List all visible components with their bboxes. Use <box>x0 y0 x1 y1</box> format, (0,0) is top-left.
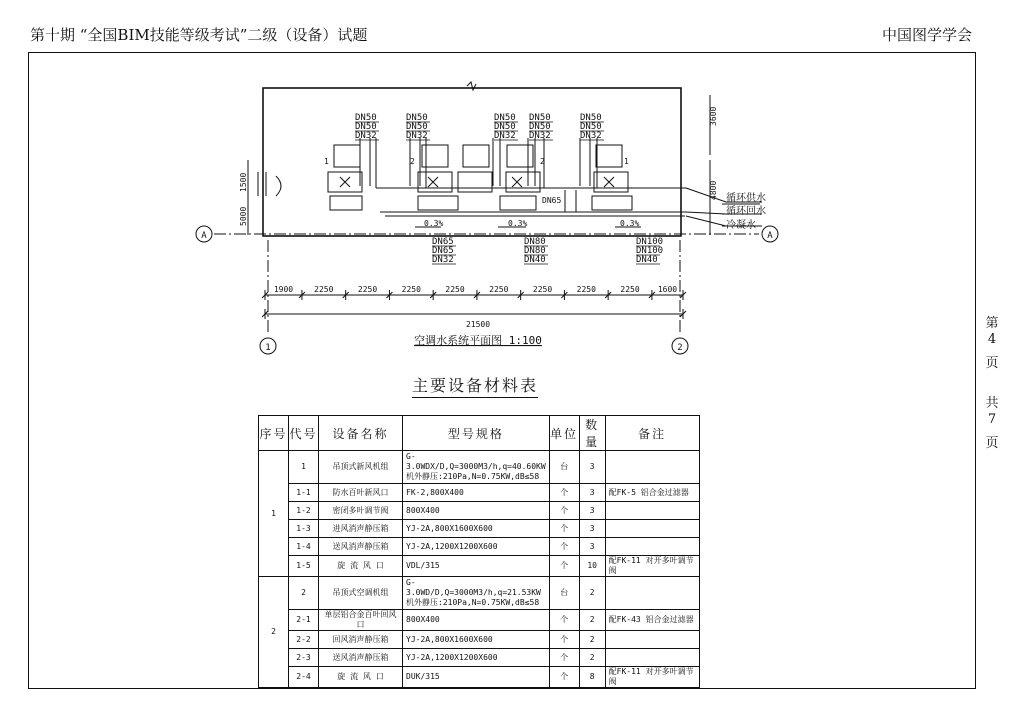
note-cell: 配FK-5 铝合金过滤器 <box>605 484 699 502</box>
dimension-text: 2250 <box>445 285 465 294</box>
spec-line: 机外静压:210Pa,N=0.75KW,dB≤58 <box>406 472 540 481</box>
unit-tag: 2 <box>410 157 415 166</box>
side-dimension-lines <box>248 95 710 235</box>
pipe-size-label: DN32 <box>406 131 428 141</box>
qty-cell: 2 <box>579 631 605 649</box>
header-seq: 序号 <box>259 416 289 451</box>
table-row <box>259 556 700 577</box>
spec-cell <box>403 484 550 502</box>
spec-line: G-3.0WDX/D,Q=3000M3/h,q=40.60KW <box>406 452 546 471</box>
pipe-size-label: DN32 <box>494 131 516 141</box>
slope-label: 0.3% <box>620 219 640 228</box>
pipe-size-label: DN50 <box>494 113 516 123</box>
dimension-text: 2250 <box>401 285 421 294</box>
door <box>258 172 266 196</box>
spec-line: 机外静压:210Pa,N=0.75KW,dB≤58 <box>406 598 540 607</box>
name-cell: 吊顶式空调机组 <box>319 577 403 610</box>
unit-cell: 个 <box>549 520 579 538</box>
header-note: 备注 <box>605 416 699 451</box>
header-qty: 数量 <box>579 416 605 451</box>
unit-cell: 个 <box>549 484 579 502</box>
spec-line: VDL/315 <box>406 561 440 570</box>
header-unit: 单位 <box>549 416 579 451</box>
name-cell: 吊顶式新风机组 <box>319 451 403 484</box>
name-cell: 防水百叶新风口 <box>319 484 403 502</box>
table-row <box>259 577 700 610</box>
header-spec: 型号规格 <box>403 416 550 451</box>
pipe-size-label: DN65 <box>432 237 454 247</box>
table-row <box>259 502 700 520</box>
code-cell: 1-5 <box>289 556 319 577</box>
qty-cell: 3 <box>579 484 605 502</box>
note-cell <box>605 631 699 649</box>
code-cell: 2-1 <box>289 610 319 631</box>
total-char: 7 <box>987 412 997 427</box>
spec-cell <box>403 556 550 577</box>
header-title: 第十期 “全国BIM技能等级考试”二级（设备）试题 <box>30 26 368 44</box>
dimension-text: 2250 <box>620 285 640 294</box>
code-cell: 2-4 <box>289 667 319 688</box>
pipe-size-label: DN32 <box>355 131 377 141</box>
code-cell: 1-3 <box>289 520 319 538</box>
spec-line: YJ-2A,800X1600X600 <box>406 634 493 644</box>
pipe-size-label: DN50 <box>580 113 602 123</box>
note-cell <box>605 538 699 556</box>
note-cell <box>605 502 699 520</box>
note-cell <box>605 577 699 610</box>
dimension-texts <box>274 285 677 294</box>
spec-cell <box>403 631 550 649</box>
qty-cell: 3 <box>579 538 605 556</box>
material-table-title: 主要设备材料表 <box>260 373 690 396</box>
spec-line: FK-2,800X400 <box>406 487 464 497</box>
qty-cell: 2 <box>579 649 605 667</box>
spec-line: YJ-2A,1200X1200X600 <box>406 541 498 551</box>
material-table <box>258 415 700 688</box>
unit-cell: 台 <box>549 451 579 484</box>
label-condensate: 冷凝水 <box>726 220 756 231</box>
name-cell: 密闭多叶调节阀 <box>319 502 403 520</box>
name-cell: 进风消声静压箱 <box>319 520 403 538</box>
table-row <box>259 451 700 484</box>
table-row <box>259 631 700 649</box>
pipe-size-label: DN100 <box>636 246 664 256</box>
dimension-text: 1900 <box>273 285 294 294</box>
qty-cell: 10 <box>579 556 605 577</box>
right-dim: 3600 <box>709 106 718 126</box>
unit-cell: 个 <box>549 667 579 688</box>
name-cell: 旋 流 风 口 <box>319 667 403 688</box>
note-cell <box>605 451 699 484</box>
pipe-size-label: DN100 <box>636 237 664 247</box>
pipe-size-labels <box>355 113 663 265</box>
pipe-size-label: DN40 <box>636 255 658 265</box>
code-cell: 1-2 <box>289 502 319 520</box>
dimension-ticks <box>262 290 686 319</box>
page-char: 第 <box>985 316 999 331</box>
spec-cell <box>403 520 550 538</box>
header-code: 代号 <box>289 416 319 451</box>
unit-tag: 2 <box>540 157 545 166</box>
spec-line: 800X400 <box>406 505 440 515</box>
name-cell: 旋 流 风 口 <box>319 556 403 577</box>
unit-tag: 1 <box>624 157 629 166</box>
axis-label-2: 2 <box>677 343 683 353</box>
qty-cell: 3 <box>579 451 605 484</box>
slope-label: 0.3% <box>508 219 528 228</box>
pipe-size-label: DN50 <box>355 113 377 123</box>
note-cell <box>605 649 699 667</box>
table-row <box>259 667 700 688</box>
header-name: 设备名称 <box>319 416 403 451</box>
qty-cell: 3 <box>579 520 605 538</box>
axis-label-1: 1 <box>265 343 271 353</box>
table-row <box>259 610 700 631</box>
spec-line: YJ-2A,800X1600X600 <box>406 523 493 533</box>
dimension-text: 2250 <box>489 285 509 294</box>
header-publisher: 中国图学学会 <box>881 26 972 44</box>
table-row <box>259 520 700 538</box>
spec-cell <box>403 502 550 520</box>
pipe-size-label: DN50 <box>406 122 428 132</box>
seq-cell: 1 <box>259 451 289 577</box>
left-dim: 5000 <box>239 206 248 226</box>
spec-line: G-3.0WD/D,Q=3000M3/h,q=21.53KW <box>406 578 541 597</box>
total-char: 共 <box>985 396 999 411</box>
spec-cell <box>403 538 550 556</box>
qty-cell: 3 <box>579 502 605 520</box>
page-char: 页 <box>985 356 999 371</box>
spec-cell <box>403 667 550 688</box>
unit-cell: 个 <box>549 649 579 667</box>
code-cell: 1 <box>289 451 319 484</box>
code-cell: 2-2 <box>289 631 319 649</box>
pipe-size-label: DN50 <box>494 122 516 132</box>
page-char: 4 <box>987 332 997 347</box>
door-swing <box>276 176 281 196</box>
name-cell: 送风消声静压箱 <box>319 538 403 556</box>
axis-label-a-right: A <box>767 231 773 241</box>
pipe-size-label: DN80 <box>524 237 546 247</box>
unit-tag: 1 <box>324 157 329 166</box>
ac-units <box>328 145 632 210</box>
pipe-size-label: DN32 <box>529 131 551 141</box>
spec-cell <box>403 649 550 667</box>
unit-cell: 个 <box>549 556 579 577</box>
dimension-text: 2250 <box>357 285 378 294</box>
total-dimension: 21500 <box>465 320 491 329</box>
note-cell <box>605 520 699 538</box>
code-cell: 2-3 <box>289 649 319 667</box>
name-cell: 回风消声静压箱 <box>319 631 403 649</box>
note-cell: 配FK-43 铝合金过滤器 <box>605 610 699 631</box>
pipe-size-label: DN40 <box>524 255 546 265</box>
spec-line: 800X400 <box>406 615 440 624</box>
pipe-size-label: DN32 <box>580 131 602 141</box>
unit-cell: 个 <box>549 538 579 556</box>
pipe-size-label: DN50 <box>529 113 551 123</box>
table-header-row <box>259 416 700 451</box>
table-row <box>259 538 700 556</box>
plan-title: 空调水系统平面图 1:100 <box>414 334 542 347</box>
code-cell: 2 <box>289 577 319 610</box>
pipe-size-label: DN32 <box>432 255 454 265</box>
seq-cell: 2 <box>259 577 289 688</box>
label-return: 循环回水 <box>726 206 766 217</box>
qty-cell: 2 <box>579 610 605 631</box>
spec-cell <box>403 451 550 484</box>
qty-cell: 2 <box>579 577 605 610</box>
label-supply: 循环供水 <box>726 193 766 204</box>
code-cell: 1-1 <box>289 484 319 502</box>
name-cell: 送风消声静压箱 <box>319 649 403 667</box>
left-dim: 1500 <box>239 172 248 192</box>
slope-label: 0.3% <box>424 219 444 228</box>
axis-label-a-left: A <box>201 231 207 241</box>
name-cell: 单层铝合金百叶回风口 <box>319 610 403 631</box>
table-body <box>259 451 700 688</box>
spec-line: DUK/315 <box>406 672 440 681</box>
code-cell: 1-4 <box>289 538 319 556</box>
pipe-size-label: DN50 <box>529 122 551 132</box>
unit-cell: 个 <box>549 502 579 520</box>
branch-size: DN65 <box>542 196 562 205</box>
unit-cell: 台 <box>549 577 579 610</box>
pipe-size-label: DN80 <box>524 246 546 256</box>
spec-line: YJ-2A,1200X1200X600 <box>406 652 498 662</box>
right-dim: 4800 <box>709 180 718 200</box>
spec-cell <box>403 577 550 610</box>
dimension-text: 2250 <box>532 285 553 294</box>
note-cell: 配FK-11 对开多叶调节阀 <box>605 556 699 577</box>
table-row <box>259 649 700 667</box>
note-cell: 配FK-11 对开多叶调节阀 <box>605 667 699 688</box>
spec-cell <box>403 610 550 631</box>
unit-cell: 个 <box>549 631 579 649</box>
total-char: 页 <box>985 436 999 451</box>
dimension-text: 2250 <box>314 285 334 294</box>
unit-cell: 个 <box>549 610 579 631</box>
dimension-text: 2250 <box>576 285 596 294</box>
qty-cell: 8 <box>579 667 605 688</box>
pipe-size-label: DN50 <box>406 113 428 123</box>
table-row <box>259 484 700 502</box>
dimension-text: 1600 <box>657 285 678 294</box>
pipe-size-label: DN50 <box>580 122 602 132</box>
pipe-size-label: DN65 <box>432 246 454 256</box>
pipe-size-label: DN50 <box>355 122 377 132</box>
